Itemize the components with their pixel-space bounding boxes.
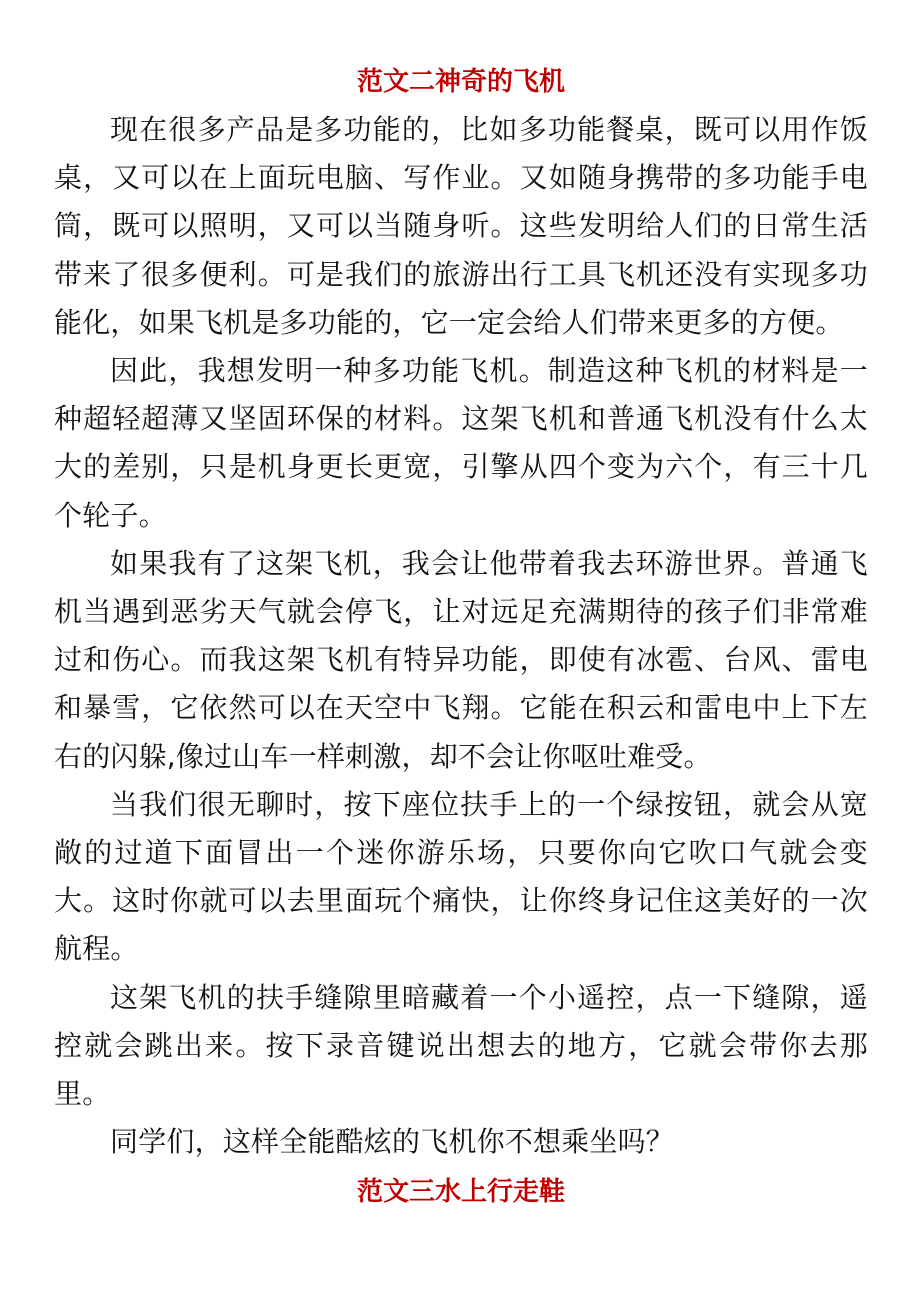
paragraph-1: 现在很多产品是多功能的，比如多功能餐桌，既可以用作饭桌，又可以在上面玩电脑、写作业。又如随身携带的多功能手电筒，既可以照明，又可以当随身听。这些发明给人们的日常生活带来了很多便利。可是我们的旅游出行工具飞机还没有实现多功能化，如果飞机是多功能的，它一定会给人们带来更多的方便。 bbox=[54, 113, 868, 339]
essay-title-3: 范文三水上行走鞋 bbox=[356, 1177, 565, 1208]
paragraph-3: 如果我有了这架飞机，我会让他带着我去环游世界。普通飞机当遇到恶劣天气就会停飞，让对远足充满期待的孩子们非常难过和伤心。而我这架飞机有特异功能，即使有冰雹、台风、雷电和暴雪，它依然可以在天空中飞翔。它能在积云和雷电中上下左右的闪躲,像过山车一样刺激，却不会让你呕吐难受。 bbox=[54, 546, 868, 773]
paragraph-5: 这架飞机的扶手缝隙里暗藏着一个小遥控，点一下缝隙，遥控就会跳出来。按下录音键说出想去的地方，它就会带你去那里。 bbox=[54, 980, 868, 1111]
document-content bbox=[54, 58, 868, 1216]
paragraph-2: 因此，我想发明一种多功能飞机。制造这种飞机的材料是一种超轻超薄又坚固环保的材料。这架飞机和普通飞机没有什么太大的差别，只是机身更长更宽，引擎从四个变为六个，有三十几个轮子。 bbox=[54, 354, 868, 532]
paragraph-4: 当我们很无聊时，按下座位扶手上的一个绿按钮，就会从宽敞的过道下面冒出一个迷你游乐场，只要你向它吹口气就会变大。这时你就可以去里面玩个痛快，让你终身记住这美好的一次航程。 bbox=[54, 787, 868, 966]
paragraph-6: 同学们，这样全能酷炫的飞机你不想乘坐吗？ bbox=[110, 1125, 675, 1159]
essay-title-2: 范文二神奇的飞机 bbox=[356, 67, 565, 97]
